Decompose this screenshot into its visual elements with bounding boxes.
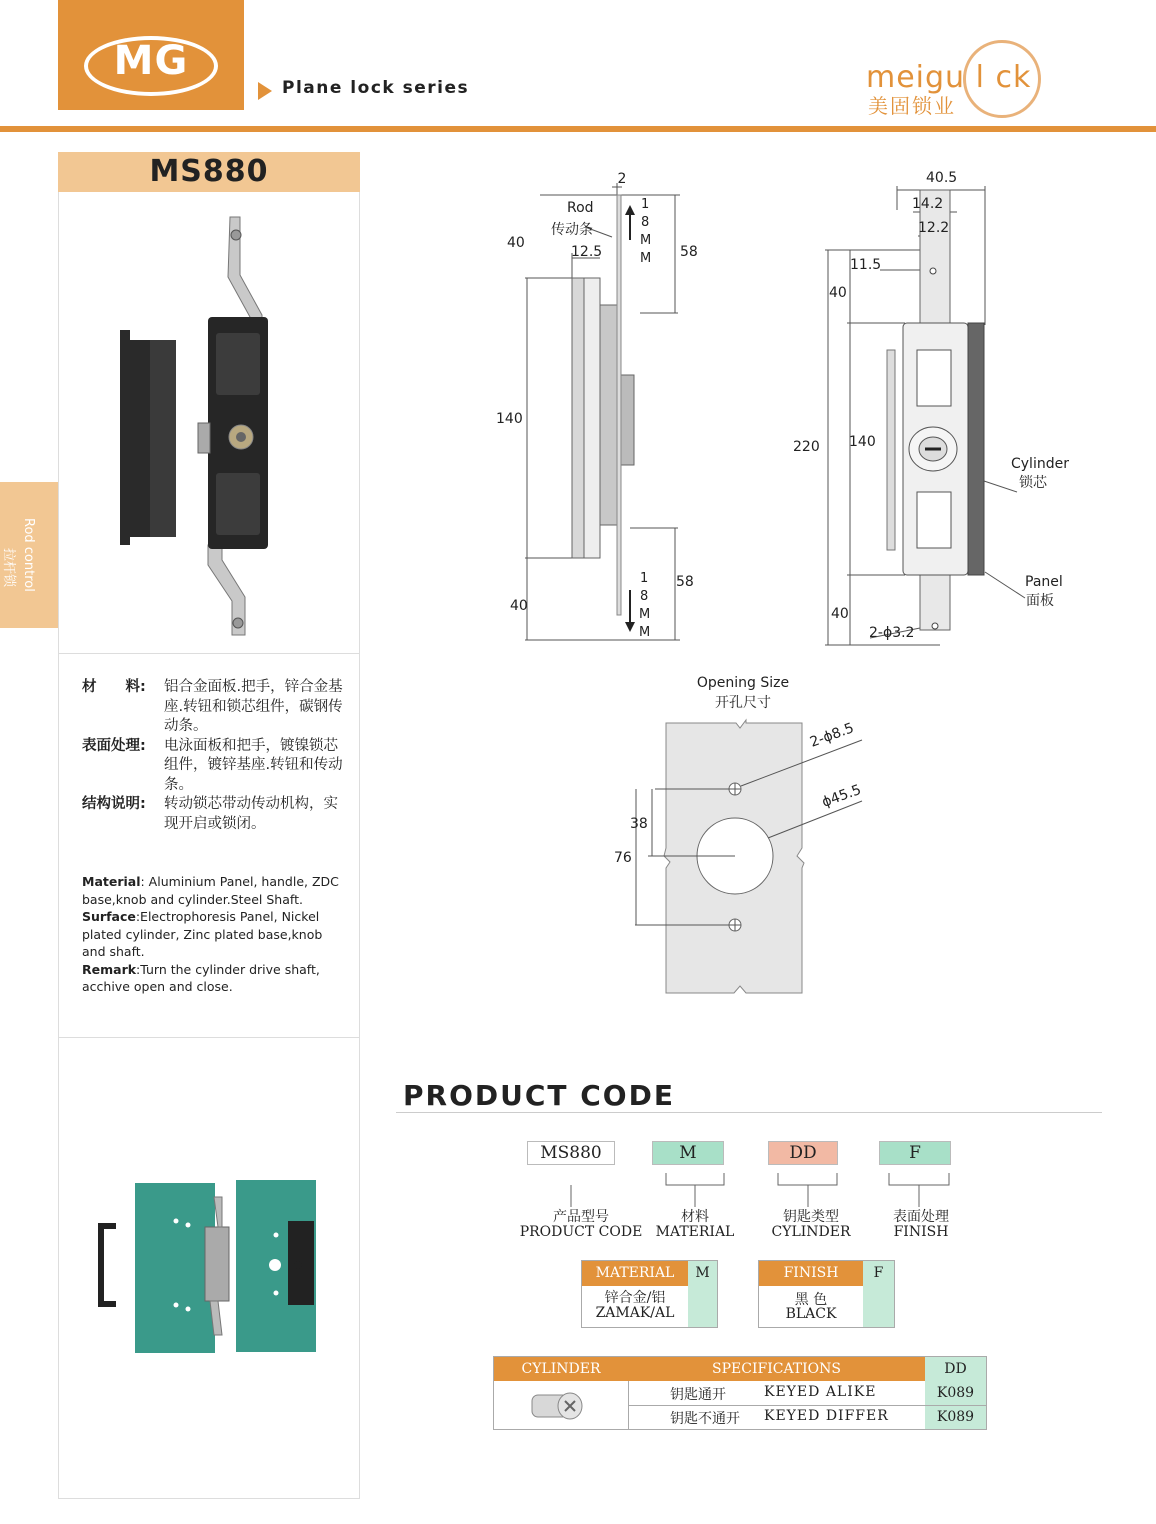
product-photo	[100, 205, 300, 645]
code-box-finish: F	[879, 1141, 951, 1165]
product-code-title: PRODUCT CODE	[403, 1079, 675, 1112]
code-label-cn: 钥匙类型	[783, 1209, 839, 1225]
spec-key: Surface	[82, 909, 136, 924]
dim-38: 38	[630, 816, 648, 832]
dim-220: 220	[793, 439, 820, 455]
category-cn: 拉杆锁	[1, 548, 16, 588]
code-connectors	[520, 1165, 960, 1215]
code-label-en: MATERIAL	[655, 1224, 735, 1240]
dim-76: 76	[614, 850, 632, 866]
opening-size-drawing	[600, 668, 900, 1000]
material-table-value	[582, 1291, 688, 1321]
finish-table	[758, 1260, 895, 1328]
series-title: Plane lock series	[282, 78, 470, 98]
stroke-bot-2: 8	[640, 589, 649, 604]
stroke-top-1: 1	[641, 197, 650, 212]
spec-en-row	[82, 908, 340, 961]
hole-label: 2-ϕ3.2	[869, 625, 915, 641]
material-table-header: MATERIAL	[582, 1261, 688, 1286]
spec-value: 电泳面板和把手，镀镍锁芯组件，镀锌基座.转钮和传动条。	[164, 737, 343, 793]
stroke-top-2: 8	[641, 215, 650, 230]
opening-holes: 2-ϕ8.5	[807, 720, 857, 751]
installation-illustration	[90, 1175, 330, 1360]
stroke-bot-4: M	[639, 625, 651, 640]
side-view-drawing	[490, 165, 720, 650]
cyl-row-en: KEYED DIFFER	[764, 1408, 889, 1424]
cyl-row-code: K089	[936, 1385, 975, 1401]
code-label-cylinder	[756, 1210, 866, 1240]
rod-label-en: Rod	[567, 200, 594, 216]
spec-key: Remark	[82, 961, 137, 977]
code-label-cn: 表面处理	[893, 1209, 949, 1225]
dim-40-top: 40	[829, 285, 847, 301]
front-view-drawing	[785, 160, 1095, 660]
code-label-material	[640, 1210, 750, 1240]
code-label-finish	[866, 1210, 976, 1240]
dim-12-5: 12.5	[571, 244, 603, 260]
finish-table-value	[759, 1293, 863, 1321]
finish-cn: 黑 色	[794, 1292, 828, 1308]
dim-40-bot: 40	[510, 598, 528, 614]
spec-cn-row	[82, 737, 350, 796]
dim-140: 140	[849, 434, 876, 450]
cyl-row-code: K089	[936, 1409, 975, 1425]
brand-name-en: meigu l ck	[866, 60, 1032, 95]
spec-cn-row	[82, 795, 350, 834]
dim-140: 140	[496, 411, 523, 427]
spec-col-header: SPECIFICATIONS	[628, 1357, 925, 1381]
category-tab-text	[0, 482, 58, 628]
dim-11-5: 11.5	[850, 257, 882, 273]
code-box-material: M	[652, 1141, 724, 1165]
cylinder-col-header: CYLINDER	[494, 1357, 628, 1381]
triangle-bullet-icon	[258, 82, 272, 100]
stroke-bot-3: M	[639, 607, 651, 622]
cyl-row-cn: 钥匙不通开	[670, 1411, 740, 1427]
spec-key: 表面处理:	[82, 737, 146, 754]
spec-value: : Aluminium Panel, handle, ZDC base,knob and cylinder.Steel Shaft.	[82, 874, 339, 907]
material-cn: 锌合金/铝	[604, 1290, 666, 1306]
stroke-bot-1: 1	[640, 571, 649, 586]
code-label-en: FINISH	[893, 1224, 949, 1240]
material-en: ZAMAK/AL	[595, 1305, 675, 1321]
opening-bore: ϕ45.5	[819, 781, 864, 811]
spec-value: :Turn the cylinder drive shaft, acchive open and close.	[82, 961, 320, 994]
spec-en	[82, 873, 340, 996]
panel-divider	[58, 1037, 360, 1038]
cylinder-label-en: Cylinder	[1011, 456, 1069, 472]
code-label-cn: 材料	[681, 1209, 709, 1225]
dim-40-5: 40.5	[926, 170, 958, 186]
material-table	[581, 1260, 718, 1328]
panel-label-en: Panel	[1025, 574, 1063, 590]
panel-divider	[58, 653, 360, 654]
dim-12-2: 12.2	[918, 220, 950, 236]
cylinder-label-cn: 锁芯	[1019, 475, 1047, 491]
category-en: Rod control	[21, 518, 36, 592]
product-code-rule	[396, 1112, 1102, 1113]
finish-table-header: FINISH	[759, 1261, 863, 1286]
dim-14-2: 14.2	[912, 196, 944, 212]
cylinder-icon	[526, 1385, 588, 1427]
code-label-model	[512, 1210, 650, 1240]
material-table-code: M	[688, 1261, 717, 1327]
spec-value: 铝合金面板.把手，锌合金基座.转钮和锁芯组件，碳钢传动条。	[164, 679, 343, 734]
spec-en-row	[82, 961, 340, 996]
cyl-row-cn: 钥匙通开	[670, 1387, 726, 1403]
table-divider	[628, 1405, 986, 1406]
code-label-cn: 产品型号	[553, 1209, 609, 1225]
code-box-model: MS880	[527, 1141, 615, 1165]
brand-name-cn: 美固锁业	[868, 94, 956, 118]
logo-text: MG	[113, 38, 189, 84]
code-box-cylinder: DD	[768, 1141, 838, 1165]
dim-40-top: 40	[507, 235, 525, 251]
model-title: MS880	[58, 152, 360, 192]
spec-key: 材 料:	[82, 679, 146, 695]
rod-label-cn: 传动条	[551, 222, 593, 238]
spec-cn-row	[82, 678, 350, 737]
dim-40-bot: 40	[831, 606, 849, 622]
opening-title-en: Opening Size	[696, 675, 790, 691]
spec-en-row	[82, 873, 340, 908]
code-label-en: CYLINDER	[771, 1224, 851, 1240]
panel-label-cn: 面板	[1026, 593, 1054, 609]
spec-value: 转动锁芯带动传动机构，实现开启或锁闭。	[164, 796, 338, 832]
finish-table-code: F	[863, 1261, 894, 1327]
spec-key: Material	[82, 874, 141, 889]
spec-value: :Electrophoresis Panel, Nickel plated cylinder, Zinc plated base,knob and shaft.	[82, 909, 323, 959]
dim-58-bot: 58	[676, 574, 694, 590]
cyl-row-en: KEYED ALIKE	[764, 1384, 877, 1400]
cylinder-table	[493, 1356, 987, 1430]
dd-col-header: DD	[925, 1357, 986, 1429]
dim-2: 2	[617, 171, 627, 187]
spec-cn	[82, 678, 350, 834]
stroke-top-4: M	[640, 251, 652, 266]
opening-title-cn: 开孔尺寸	[715, 695, 771, 711]
finish-en: BLACK	[785, 1306, 837, 1322]
dim-58-top: 58	[680, 244, 698, 260]
stroke-top-3: M	[640, 233, 652, 248]
header-rule	[0, 126, 1156, 132]
logo-block	[58, 0, 244, 110]
code-label-en: PRODUCT CODE	[519, 1224, 643, 1240]
spec-key: 结构说明:	[82, 796, 146, 812]
